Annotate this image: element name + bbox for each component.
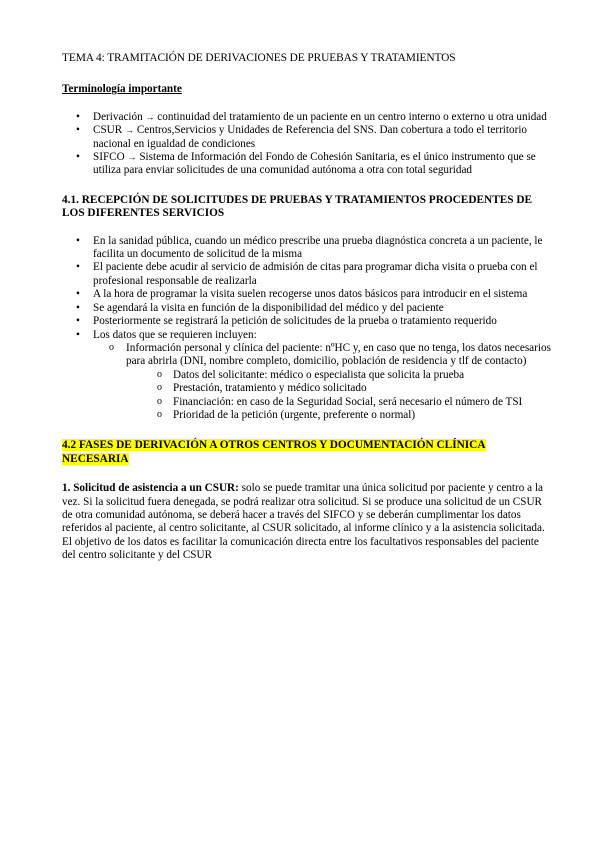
document-page [62,52,552,563]
section-heading-4-2: 4.2 FASES DE DERIVACIÓN A OTROS CENTROS Y DOCUMENTACIÓN CLÍNICA NECESARIA [62,439,486,465]
sub-sub-list-item: o Prioridad de la petición (urgente, preferente o normal) [126,409,552,422]
sub-list-item [93,342,552,422]
definition: Sistema de Información del Fondo de Cohesión Sanitaria, es el único instrumento que se utiliza para enviar solicitudes de una comunidad autónoma a otra con total seguridad [93,151,536,177]
list-item [62,329,552,423]
paragraph-body: solo se puede tramitar una única solicitud por paciente y centro a la vez. Si la solicitud fuera denegada, se podrá realizar otra solicitud. Si se produce una solicitud de un CSUR de otra comunidad autónoma, se deberá hacer a través del SIFCO y se deberán cumplimentar los datos referidos al paciente, al centro solicitante, al CSUR solicitado, al informe clínico y a la asistencia solicitada. El objetivo de los datos es facilitar la comunicación directa entre los facultativos responsables del paciente del centro solicitante y del CSUR [62,482,545,562]
sub-sub-list-item: o Prestación, tratamiento y médico solicitado [126,382,552,395]
list-item [62,151,552,178]
list-item: • Se agendará la visita en función de la disponibilidad del médico y del paciente [62,302,552,315]
arrow-icon: → [125,125,135,136]
list-item: • El paciente debe acudir al servicio de admisión de citas para programar dicha visita o prueba con el profesional responsable de realizarla [62,261,552,288]
document-title: TEMA 4: TRAMITACIÓN DE DERIVACIONES DE PRUEBAS Y TRATAMIENTOS [62,52,456,64]
term: CSUR [93,124,123,137]
list-item [62,111,552,124]
sub-list [93,342,552,422]
list-item [62,124,552,151]
section-heading-4-2-wrapper [62,439,552,466]
terminology-list [62,111,552,178]
term: SIFCO [93,151,125,164]
sub-sub-list-item: o Datos del solicitante: médico o especialista que solicita la prueba [126,369,552,382]
list-item: • En la sanidad pública, cuando un médico prescribe una prueba diagnóstica concreta a un paciente, le facilita un documento de solicitud de la misma [62,235,552,262]
sub-sub-list-item: o Financiación: en caso de la Seguridad Social, será necesario el número de TSI [126,396,552,409]
list-item: • Posteriormente se registrará la petición de solicitudes de la prueba o tratamiento requerido [62,315,552,328]
definition: continuidad del tratamiento de un paciente en un centro interno o externo u otra unidad [157,110,547,123]
sub-list-item-text: Información personal y clínica del paciente: nºHC y, en caso que no tenga, los datos necesarios para abrirla (DNI, nombre completo, domicilio, población de residencia y tlf de contacto) [126,341,551,368]
term: Derivación [93,110,143,123]
arrow-icon: → [127,152,137,163]
definition: Centros,Servicios y Unidades de Referencia del SNS. Dan cobertura a todo el territorio nacional en igualdad de condiciones [93,124,528,150]
terminology-heading: Terminología importante [62,83,182,96]
section-heading-4-1: 4.1. RECEPCIÓN DE SOLICITUDES DE PRUEBAS Y TRATAMIENTOS PROCEDENTES DE LOS DIFERENTES SERVICIOS [62,193,533,220]
paragraph-lead: 1. Solicitud de asistencia a un CSUR: [62,482,239,495]
list-item: • A la hora de programar la visita suelen recogerse unos datos básicos para introducir en el sistema [62,288,552,301]
section1-list [62,235,552,423]
arrow-icon: → [145,111,155,122]
section2-paragraph [62,482,552,562]
list-item-text: Los datos que se requieren incluyen: [93,328,257,341]
sub-sub-list [126,369,552,423]
